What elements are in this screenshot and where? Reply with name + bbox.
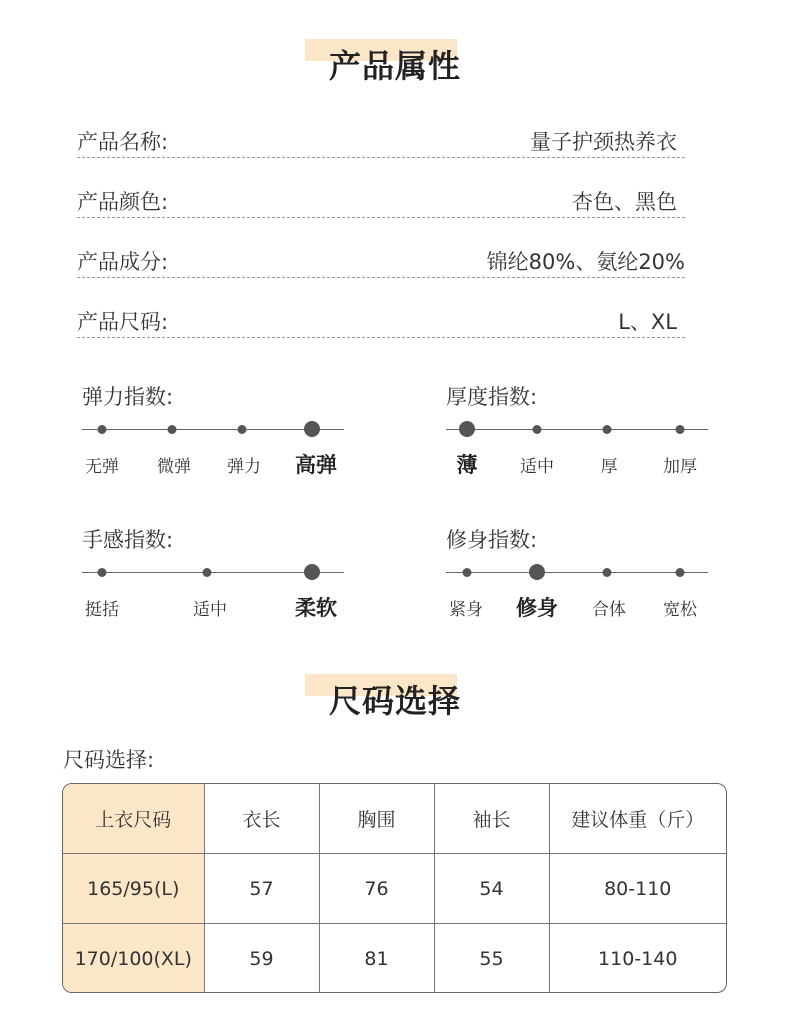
table-header-cell: 袖长 [434,784,549,854]
scale-line [446,429,708,430]
scale-title: 弹力指数: [82,385,174,409]
scale-title: 厚度指数: [446,385,538,409]
attribute-value: 杏色、黑色 [572,190,677,214]
scale-dot [463,568,472,577]
scale-dot-selected [459,421,475,437]
attribute-label: 产品尺码: [77,310,169,334]
table-cell: 80-110 [549,854,726,924]
table-header-cell: 胸围 [319,784,434,854]
size-title: 尺码选择 [328,682,461,720]
fit-scale [446,524,708,624]
scale-option-selected: 薄 [456,453,478,477]
scale-option-selected: 修身 [516,596,558,620]
size-select-label: 尺码选择: [63,748,155,772]
scale-dot [203,568,212,577]
size-table [62,783,727,993]
table-cell: 54 [434,854,549,924]
scale-dot [676,568,685,577]
dashed-divider [77,277,685,278]
scale-dot-selected [304,421,320,437]
table-header-cell: 上衣尺码 [63,784,204,854]
attribute-row-color [77,186,685,226]
table-cell: 55 [434,924,549,994]
scale-option-selected: 柔软 [295,596,337,620]
scale-option: 宽松 [663,600,697,620]
table-cell: 57 [204,854,319,924]
attribute-label: 产品名称: [77,130,169,154]
table-cell: 76 [319,854,434,924]
table-cell: 110-140 [598,947,678,970]
scale-option: 厚 [600,457,618,477]
attribute-value: 量子护颈热养衣 [530,130,677,154]
scale-dot [533,425,542,434]
thickness-scale [446,381,708,481]
scale-option: 加厚 [663,457,697,477]
scale-option: 微弹 [157,457,191,477]
attribute-row-name [77,126,685,166]
table-cell: 81 [319,924,434,994]
table-cell: 59 [204,924,319,994]
attribute-row-size [77,306,685,346]
scale-title: 修身指数: [446,528,538,552]
attribute-value: 锦纶80%、氨纶20% [486,250,685,274]
feel-scale [82,524,344,624]
scale-dot [603,568,612,577]
table-header-cell: 建议体重（斤） [549,784,726,854]
dashed-divider [77,217,685,218]
attribute-label: 产品成分: [77,250,169,274]
table-header-row [63,784,726,854]
scale-dot [98,568,107,577]
scale-dot [603,425,612,434]
table-cell-size: 170/100(XL) [63,924,204,994]
scale-option: 合体 [592,600,626,620]
table-header-cell: 衣长 [204,784,319,854]
attribute-value: L、XL [618,310,677,334]
attribute-row-material [77,246,685,286]
dashed-divider [77,337,685,338]
scale-dot [676,425,685,434]
scale-dot [168,425,177,434]
dashed-divider [77,157,685,158]
size-heading [0,674,790,734]
scale-option: 无弹 [85,457,119,477]
attribute-label: 产品颜色: [77,190,169,214]
scale-title: 手感指数: [82,528,174,552]
scale-option: 适中 [520,457,554,477]
table-cell-size: 165/95(L) [63,854,204,924]
elasticity-scale [82,381,344,481]
attributes-heading [0,39,790,99]
scale-option-selected: 高弹 [295,453,337,477]
scale-option: 紧身 [449,600,483,620]
table-row [63,924,726,994]
scale-option: 弹力 [227,457,261,477]
attributes-title: 产品属性 [328,47,461,85]
scale-option: 适中 [193,600,227,620]
scale-dot-selected [529,564,545,580]
scale-dot [98,425,107,434]
scale-dot-selected [304,564,320,580]
scale-line [446,572,708,573]
scale-dot [238,425,247,434]
scale-option: 挺括 [85,600,119,620]
table-row [63,854,726,924]
